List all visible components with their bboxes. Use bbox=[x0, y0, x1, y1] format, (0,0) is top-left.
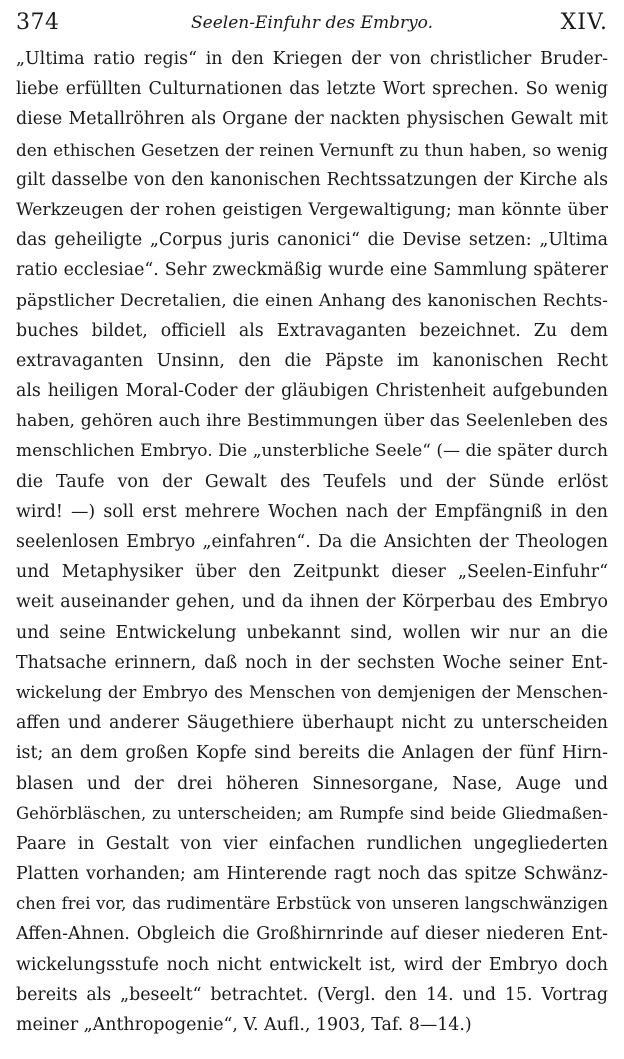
text-line: wickelungsstufe noch nicht entwickelt ist, wird der Embryo doch bbox=[16, 954, 608, 975]
text-line: das geheiligte „Corpus juris canonici“ die Devise setzen: „Ultima bbox=[16, 230, 608, 251]
text-line: als heiligen Moral-Coder der gläubigen Christenheit aufgebunden bbox=[16, 381, 608, 402]
text-line: haben, gehören auch ihre Bestimmungen über das Seelenleben des bbox=[16, 411, 608, 432]
text-line: und seine Entwickelung unbekannt sind, wollen wir nur an die bbox=[16, 622, 608, 643]
text-line: und Metaphysiker über den Zeitpunkt dieser „Seelen-Einfuhr“ bbox=[16, 562, 608, 583]
text-line: menschlichen Embryo. Die „unsterbliche Seele“ (— die später durch bbox=[16, 441, 608, 462]
text-line: Thatsache erinnern, daß noch in der sechsten Woche seiner Ent- bbox=[16, 652, 608, 673]
text-line: wickelung der Embryo des Menschen von demjenigen der Menschen- bbox=[16, 682, 608, 702]
page-number: 374 bbox=[16, 10, 60, 35]
text-line: diese Metallröhren als Organe der nackten physischen Gewalt mit bbox=[16, 109, 608, 130]
text-line: Affen-Ahnen. Obgleich die Großhirnrinde auf dieser niederen Ent- bbox=[16, 924, 608, 945]
body-text bbox=[16, 44, 608, 1040]
text-line: päpstlicher Decretalien, die einen Anhang des kanonischen Rechts- bbox=[16, 290, 608, 311]
text-line: wird! —) soll erst mehrere Wochen nach der Empfängniß in den bbox=[16, 501, 608, 522]
text-line: liebe erfüllten Culturnationen das letzte Wort sprechen. So wenig bbox=[16, 79, 608, 100]
page-header bbox=[16, 6, 608, 40]
text-line: seelenlosen Embryo „einfahren“. Da die Ansichten der Theologen bbox=[16, 532, 608, 552]
text-line-final: meiner „Anthropogenie“, V. Aufl., 1903, Taf. 8—14.) bbox=[16, 1015, 472, 1035]
text-line: Werkzeugen der rohen geistigen Vergewaltigung; man könnte über bbox=[16, 199, 608, 220]
text-line: extravaganten Unsinn, den die Päpste im kanonischen Recht bbox=[16, 350, 608, 371]
chapter-number: XIV. bbox=[560, 10, 608, 35]
text-line: Paare in Gestalt von vier einfachen rundlichen ungegliederten bbox=[16, 833, 608, 854]
text-line: ratio ecclesiae“. Sehr zweckmäßig wurde eine Sammlung späterer bbox=[16, 260, 608, 281]
text-line: Gehörbläschen, zu unterscheiden; am Rumpfe sind beide Gliedmaßen- bbox=[16, 803, 608, 823]
text-line: den ethischen Gesetzen der reinen Vernunft zu thun haben, so wenig bbox=[16, 139, 608, 160]
text-line: buches bildet, officiell als Extravaganten bezeichnet. Zu dem bbox=[16, 320, 608, 341]
running-head: Seelen-Einfuhr des Embryo. bbox=[190, 13, 434, 33]
text-line: „Ultima ratio regis“ in den Kriegen der von christlicher Bruder- bbox=[16, 49, 608, 69]
text-line: affen und anderer Säugethiere überhaupt nicht zu unterscheiden bbox=[16, 713, 608, 734]
text-line: die Taufe von der Gewalt des Teufels und der Sünde erlöst bbox=[16, 471, 608, 492]
text-line: bereits als „beseelt“ betrachtet. (Vergl. den 14. und 15. Vortrag bbox=[16, 984, 608, 1005]
text-line: gilt dasselbe von den kanonischen Rechtssatzungen der Kirche als bbox=[16, 169, 608, 190]
text-line: blasen und der drei höheren Sinnesorgane, Nase, Auge und bbox=[16, 773, 608, 794]
text-line: chen frei vor, das rudimentäre Erbstück von unseren langschwänzigen bbox=[16, 894, 608, 914]
text-line: Platten vorhanden; am Hinterende ragt noch das spitze Schwänz- bbox=[16, 864, 608, 885]
text-line: ist; an dem großen Kopfe sind bereits die Anlagen der fünf Hirn- bbox=[16, 743, 608, 764]
text-line: weit auseinander gehen, und da ihnen der Körperbau des Embryo bbox=[16, 592, 608, 613]
